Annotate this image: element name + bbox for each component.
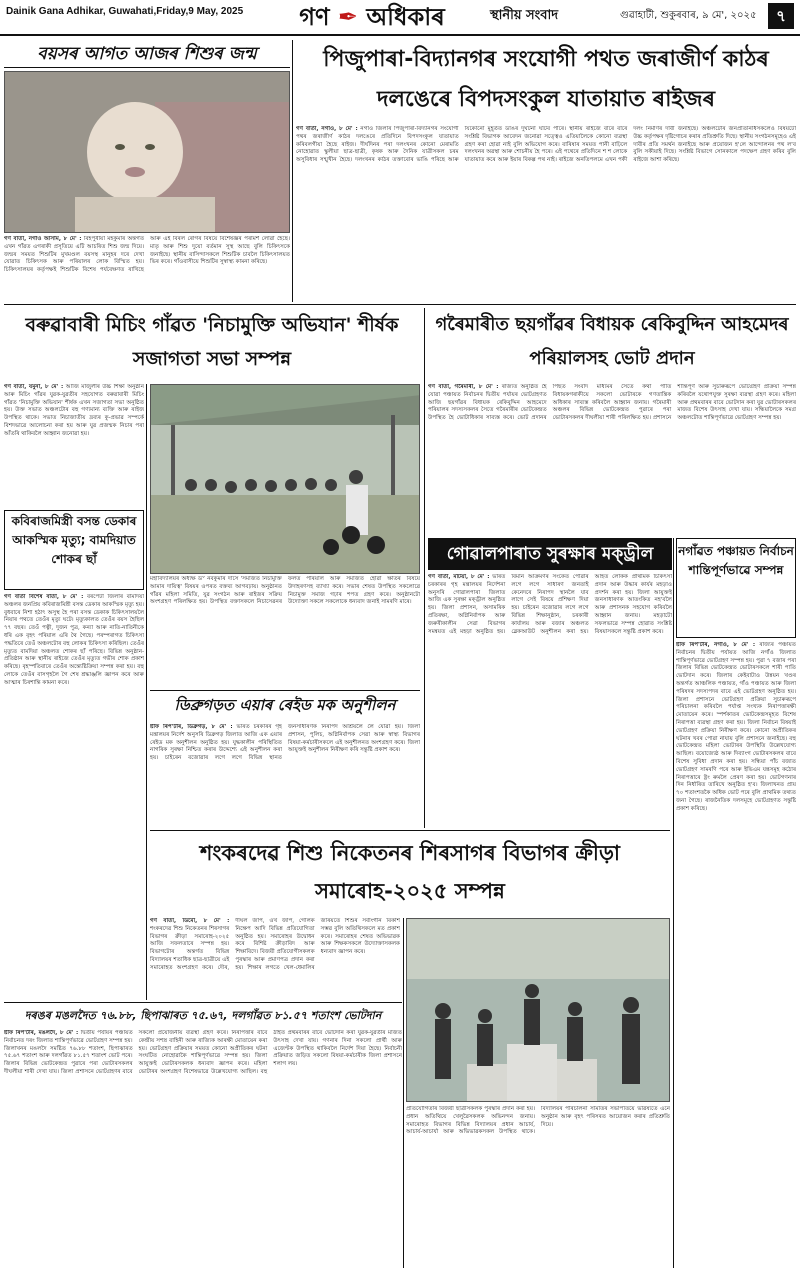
pen-nib-logo-icon: ✒ — [337, 3, 358, 31]
story-nagaon-body: ষ্টাফ ৰিপ'ৰ্টাৰ, নগাঁও, ৮ মে' : ৰাজ্যৰ পঞ্চায়ত নিৰ্বাচনৰ দ্বিতীয় পৰ্যায়ত আজি নগাঁও জিলাত শান্তিপূৰ্ণভাৱে ভোটগ্ৰহণ সম্পন্ন হয়। পুৱা ৭ বজাৰ পৰা জিলাৰ বিভিন্ন ভোটকেন্দ্ৰত ভোটাৰসকলে শাৰী পাতি ভোটদান কৰে। জিলাৰ কেইবাটাও উন্নয়ন খণ্ডৰ অন্তৰ্গত আঞ্চলিক পঞ্চায়ত, গাঁও পঞ্চায়ত আৰু জিলা পৰিষদৰ সদস্যপদৰ বাবে এই ভোটগ্ৰহণ অনুষ্ঠিত হয়। জিলা প্ৰশাসনে ভোটগ্ৰহণ প্ৰক্ৰিয়া সুচাৰুৰূপে পৰিচালনা কৰিবলৈ পৰ্যাপ্ত সংখ্যক নিৰাপত্তাৰক্ষী মোতায়েন কৰে। স্পৰ্শকাতৰ ভোটকেন্দ্ৰসমূহত বিশেষ নিৰাপত্তা ব্যৱস্থা গ্ৰহণ কৰা হয়। জিলা নিৰ্বাচন বিষয়াই ভোটগ্ৰহণ প্ৰক্ৰিয়া নিৰীক্ষণ কৰে। কোনো অপ্ৰীতিকৰ ঘটনাৰ খবৰ পোৱা নাযায় বুলি প্ৰশাসনে জনাইছে। বহু ভোটকেন্দ্ৰত মহিলা ভোটাৰৰ উপস্থিতি উল্লেখযোগ্য আছিল। বয়োজ্যেষ্ঠ আৰু দিব্যাংগ ভোটাৰসকলৰ বাবে বিশেষ সুবিধা প্ৰদান কৰা হয়। সন্ধিয়া পাঁচ বজাত ভোটগ্ৰহণ সামৰণি পৰে আৰু ইভিএম যন্ত্ৰসমূহ কঠোৰ নিৰাপত্তাৰে ষ্ট্ৰং ৰুমলৈ প্ৰেৰণ কৰা হয়। ভোটগণনাৰ দিন নিৰ্ধাৰিত তাৰিখে অনুষ্ঠিত হ'ব। জিলাখনত প্ৰায় ৭০ শতাংশতকৈ অধিক ভোট পৰে বুলি প্ৰাথমিক তথ্যত জনা গৈছে। ৰাজনৈতিক দলসমূহে ভোটগ্ৰহণত সন্তুষ্টি প্ৰকাশ কৰিছে। — [676, 642, 796, 812]
story-vote-headline: গৰৈমাৰীত ছয়গাঁৱৰ বিধায়ক ৰেকিবুদ্দিন আহমেদৰ পৰিয়ালসহ ভোট প্ৰদান — [435, 314, 789, 369]
story-sports-photo — [406, 918, 670, 1102]
story-dibrugarh-headline: ডিব্ৰুগড়ত এয়াৰ ৰেইড মক অনুশীলন — [174, 696, 396, 714]
story-nagaon-headline-box — [676, 538, 796, 638]
story-road-body: গণ বাৰ্তা, নগাঁও, ৮ মে' : নগাঁও জিলাৰ পিজুপাৰা-বিদ্যানগৰ সংযোগী পথৰ জৰাজীৰ্ণ কাঠৰ দলঙেৰে প্ৰতিদিনে বিপদসংকুল যাতায়াত কৰিবলগীয়া হৈছে ৰাইজ। দীৰ্ঘদিনৰ পৰা দলংখনৰ কোনো মেৰামতি নোহোৱাত স্কুলীয়া ছাত্ৰ-ছাত্ৰী, কৃষক আৰু দৈনিক যাত্ৰীসকল চৰম অসুবিধাৰ সন্মুখীন হৈছে। দলংখনৰ কাঠৰ তক্তাবোৰ ভাঙি পৰিছে আৰু যিকোনো মুহূৰ্তত ডাঙৰ দুৰ্ঘটনা ঘটিব পাৰে। স্থানীয় ৰাইজে বাৰে বাৰে সংশ্লিষ্ট বিভাগক আবেদন জনোৱা সত্ত্বেও এতিয়ালৈকে কোনো ব্যৱস্থা গ্ৰহণ কৰা হোৱা নাই বুলি অভিযোগ কৰে। বাৰিষাৰ সময়ত পানী বাঢ়িলে দলংখনৰ অৱস্থা আৰু শোচনীয় হৈ পৰে। এই পথেৰে প্ৰতিদিনে শ শ লোকে যাতায়াত কৰে আৰু ইয়াৰ বিকল্প পথ নাই। ৰাইজে অনতিপলমে এখন পকী দলং নিৰ্মাণৰ দাবী জনাইছে। অঞ্চলটোৰ জনপ্ৰতিনিধিসকলেও বিষয়টো উচ্চ কৰ্তৃপক্ষৰ দৃষ্টিগোচৰ কৰাৰ প্ৰতিশ্ৰুতি দিছে। স্থানীয় সংগঠনসমূহেও এই দাবীৰ প্ৰতি সমৰ্থন জনাইছে আৰু প্ৰয়োজন হ'লে আন্দোলনৰ পথ ল'ব বুলি সকীয়াই দিছে। সংশ্লিষ্ট বিভাগে সোনকালে পদক্ষেপ গ্ৰহণ কৰিব বুলি ৰাইজে আশা কৰিছে। — [296, 126, 796, 164]
story-nicha-body: গণ বাৰ্তা, যমুনা, ৮ মে' : আজি মাজুলীৰ উচ্চ শিক্ষা অনুষ্ঠান আৰু মিচিং গাঁৱৰ যুৱক-যুৱতীৰ সহযোগত বৰুৱাবাৰী মিচিং গাঁৱত 'নিচামুক্তি অভিযান' শীৰ্ষক এখন সজাগতা সভা অনুষ্ঠিত হয়। উক্ত সভাত অঞ্চলটোৰ বহু গণ্যমান্য ব্যক্তি আৰু ৰাইজ উপস্থিত থাকে। সভাত নিচাজাতীয় দ্ৰব্যৰ কু-প্ৰভাৱ সম্পৰ্কে বিশদভাৱে আলোচনা কৰা হয় আৰু যুৱ প্ৰজন্মক নিচাৰ পৰা আঁতৰি থাকিবলৈ আহ্বান জনোৱা হয়। — [4, 384, 144, 437]
story-baby-headline: বয়সৰ আগত আজৰ শিশুৰ জন্ম — [37, 44, 257, 64]
story-road-headline: পিজুপাৰা-বিদ্যানগৰ সংযোগী পথত জৰাজীৰ্ণ কাঠৰ দলঙেৰে বিপদসংকুল যাতায়াত ৰাইজৰ — [323, 47, 769, 112]
masthead-left: Dainik Gana Adhikar, Guwahati,Friday,9 May, 2025 — [6, 6, 244, 17]
baby-photo-illustration — [5, 72, 290, 233]
newspaper-title: গণ ✒ অধিকাৰ — [299, 3, 445, 31]
section-rule — [4, 1002, 402, 1003]
story-vote-body: গণ বাৰ্তা, গৰৈমাৰী, ৮ মে' : ৰাজ্যত অনুষ্ঠিত হৈ যোৱা পঞ্চায়ত নিৰ্বাচনৰ দ্বিতীয় পৰ্যায়ৰ ভোটগ্ৰহণত আজি ছয়গাঁৱৰ বিধায়ক ৰেকিবুদ্দিন আহমেদে পৰিয়ালৰ সদস্যসকলৰ সৈতে গৰৈমাৰীৰ ভোটকেন্দ্ৰত উপস্থিত হৈ ভোটাধিকাৰ সাব্যস্ত কৰে। ভোট প্ৰদানৰ পিছত সংবাদ মাধ্যমৰ সৈতে কথা পাতি বিধায়কগৰাকীয়ে সকলো ভোটাৰকে গণতান্ত্ৰিক অধিকাৰ সাব্যস্ত কৰিবলৈ আহ্বান জনায়। গৰৈমাৰী অঞ্চলৰ বিভিন্ন ভোটকেন্দ্ৰত পুৱাৰে পৰা ভোটাৰসকলৰ দীঘলীয়া শাৰী পৰিলক্ষিত হয়। প্ৰশাসনে শান্তিপূৰ্ণ আৰু সুচাৰুৰূপে ভোটগ্ৰহণ প্ৰক্ৰিয়া সম্পন্ন কৰিবলৈ যথোপযুক্ত সুৰক্ষা ব্যৱস্থা গ্ৰহণ কৰে। মহিলা আৰু প্ৰথমবাৰৰ বাবে ভোটদান কৰা যুৱ ভোটাৰসকলৰ মাজত বিশেষ উৎসাহ দেখা যায়। সন্ধিয়ালৈকে সমগ্ৰ অঞ্চলটোত শান্তিপূৰ্ণভাৱে ভোটগ্ৰহণ সম্পন্ন হয়। — [428, 384, 796, 422]
column-rule — [146, 384, 147, 1000]
column-rule — [424, 308, 425, 828]
story-dibrugarh-headline-box — [150, 690, 420, 720]
column-rule — [292, 40, 293, 302]
meeting-photo-illustration — [151, 385, 420, 574]
story-kavi-headline-box — [4, 510, 144, 590]
story-nicha-photo — [150, 384, 420, 574]
masthead-date: গুৱাহাটী, শুকুৰবাৰ, ৯ মে', ২০২৫ — [620, 10, 757, 21]
story-nicha-caption: মহাবিদ্যালয়ৰ অধ্যক্ষ ড° নবকুমাৰ দাসে 'সমাজত নিচামুক্তি আমাৰ দায়িত্ব' বিষয়ৰ ওপৰত বক্তব্য আগবঢ়ায়। অনুষ্ঠানত গাঁৱৰ মহিলা সমিতি, যুৱ সংগঠন আৰু ৰাইজৰ সক্ৰিয় অংশগ্ৰহণ পৰিলক্ষিত হয়। উপস্থিত বক্তাসকলে নিচাসেৱনৰ ফলত পৰিয়াল আৰু সমাজত হোৱা ক্ষতিৰ বিষয়ে উদাহৰণসহ ব্যাখ্যা কৰে। সভাৰ শেষত উপস্থিত সকলোৱে নিচামুক্ত সমাজ গঢ়াৰ শপত গ্ৰহণ কৰে। অনুষ্ঠানটো উদ্যোক্তা সকলে সকলোকে ধন্যবাদ জনাই সামৰণি মাৰে। — [150, 576, 420, 606]
page-number: ৭ — [768, 3, 794, 29]
story-road-headline-box — [296, 40, 796, 122]
story-mockdrill-headline-box — [428, 538, 672, 570]
story-dibrugarh-body: ষ্টাফ ৰিপ'ৰ্টাৰ, ডিব্ৰুগড়, ৮ মে' : ভাৰত চৰকাৰৰ গৃহ মন্ত্ৰালয়ৰ নিৰ্দেশ অনুসৰি ডিব্ৰুগড় জিলাত আজি এক এয়াৰ ৰেইড মক অনুশীলন অনুষ্ঠিত হয়। যুদ্ধকালীন পৰিস্থিতিত নাগৰিক সুৰক্ষা নিশ্চিত কৰাৰ উদ্দেশ্যে এই অনুশীলন কৰা হয়। চাইৰেন বজোৱাৰ লগে লগে বিভিন্ন স্থানত জনসাধাৰণক নিৰাপদ আশ্ৰয়লৈ লৈ যোৱা হয়। জিলা প্ৰশাসন, পুলিচ, অগ্নিনিৰ্বাপক সেৱা আৰু স্বাস্থ্য বিভাগৰ বিষয়া-কৰ্মচাৰীসকলে এই অনুশীলনত অংশগ্ৰহণ কৰে। জিলা আয়ুক্তই অনুশীলন নিৰীক্ষণ কৰি সন্তুষ্টি প্ৰকাশ কৰে। — [150, 724, 420, 762]
section-rule — [150, 830, 670, 831]
column-rule — [673, 538, 674, 1268]
story-turnout-headline-box — [4, 1006, 402, 1026]
story-turnout-headline: দৰঙৰ মঙলদৈত ৭৬.৮৮, ছিপাঝাৰত ৭৫.৬৭, দলগাঁৱত ৮১.৫৭ শতাংশ ভোটদান — [24, 1009, 382, 1022]
section-label: স্থানীয় সংবাদ — [490, 8, 559, 23]
story-kavi-body: গণ বাৰ্তা বিশেষ বাৰ্তা, ৮ মে' : বৰপেটা জিলাৰ বামদিয়া অঞ্চলৰ জনপ্ৰিয় কবিৰাজমিস্ত্ৰী বসন্ত ডেকাৰ আকস্মিক মৃত্যু হয়। বুধবাৰে নিশা হঠাৎ অসুস্থ হৈ পৰা বসন্ত ডেকাক চিকিৎসালয়লৈ নিয়াৰ পথতে তেওঁৰ মৃত্যু ঘটে। মৃত্যুকালত তেওঁৰ বয়স হৈছিল ৭৭ বছৰ। তেওঁ পত্নী, দুজন পুত্ৰ, কন্যা আৰু নাতি-নাতিনীকে ধৰি এক বৃহৎ পৰিয়াল এৰি থৈ গৈছে। পৰম্পৰাগত চিকিৎসা পদ্ধতিৰে তেওঁ অঞ্চলটোৰ বহু লোকৰ চিকিৎসা কৰিছিল। তেওঁৰ মৃত্যুত বামদিয়া অঞ্চলত শোকৰ ছাঁ পৰিছে। বিভিন্ন অনুষ্ঠান-প্ৰতিষ্ঠান আৰু স্থানীয় ৰাইজে তেওঁৰ মৃত্যুত গভীৰ শোক প্ৰকাশ কৰিছে। বৃহস্পতিবাৰে তেওঁৰ অন্ত্যেষ্টিক্ৰিয়া সম্পন্ন কৰা হয়। বহু লোকে তেওঁৰ বাসগৃহলৈ গৈ শেষ শ্ৰদ্ধাঞ্জলি জ্ঞাপন কৰে আৰু আত্মাৰ চিৰশান্তি কামনা কৰে। — [4, 594, 144, 686]
story-baby-headline-box — [4, 40, 290, 68]
story-turnout-body: ষ্টাফ ৰিপ'ৰ্টাৰ, মঙলদৈ, ৮ মে' : দ্বিতীয় পৰ্যায়ৰ পঞ্চায়ত নিৰ্বাচনত দৰং জিলাত শান্তিপূৰ্ণভাৱে ভোটগ্ৰহণ সম্পন্ন হয়। জিলাখনৰ মঙলদৈ সমষ্টিত ৭৬.৮৮ শতাংশ, ছিপাঝাৰত ৭৫.৬৭ শতাংশ আৰু দলগাঁৱত ৮১.৫৭ শতাংশ ভোট পৰে। জিলাৰ বিভিন্ন ভোটকেন্দ্ৰত পুৱাৰে পৰা ভোটাৰসকলৰ দীঘলীয়া শাৰী দেখা যায়। জিলা প্ৰশাসনে ভোটগ্ৰহণৰ বাবে সকলো প্ৰয়োজনীয় ব্যৱস্থা গ্ৰহণ কৰে। নিৰাপত্তাৰ বাবে কেন্দ্ৰীয় সশস্ত্ৰ বাহিনী আৰু ৰাজ্যিক আৰক্ষী মোতায়েন কৰা হয়। ভোটগ্ৰহণ প্ৰক্ৰিয়াৰ সময়ত কোনো অপ্ৰীতিকৰ ঘটনা সংঘটিত নোহোৱাকৈ শান্তিপূৰ্ণভাৱে সম্পন্ন হয়। জিলা আয়ুক্তই ভোটাৰসকলক ধন্যবাদ জ্ঞাপন কৰে। মহিলা ভোটাৰৰ অংশগ্ৰহণ বিশেষভাৱে উল্লেখযোগ্য আছিল। বহু ঠাইত প্ৰথমবাৰৰ বাবে ভোটদান কৰা যুৱক-যুৱতীৰ মাজত উৎসাহ দেখা যায়। গণনাৰ দিনা সকলো প্ৰাৰ্থী আৰু এজেণ্টক উপস্থিত থাকিবলৈ নিৰ্দেশ দিয়া হৈছে। নিৰ্বাচনী প্ৰক্ৰিয়াত জড়িত সকলো বিষয়া-কৰ্মচাৰীক জিলা প্ৰশাসনে শলাগ লয়। — [4, 1030, 402, 1075]
masthead — [0, 0, 800, 36]
story-baby-photo — [4, 71, 290, 233]
story-mockdrill-headline: গোৱালপাৰাত সুৰক্ষাৰ মক্‌ড্ৰীল — [446, 544, 654, 564]
story-kavi-headline: কবিৰাজমিস্ত্ৰী বসন্ত ডেকাৰ আকস্মিক মৃত্যু; বামদিয়াত শোকৰ ছাঁ — [11, 514, 137, 566]
story-nicha-headline: বৰুৱাবাৰী মিচিং গাঁৱত 'নিচামুক্তি অভিযান' শীৰ্ষক সজাগতা সভা সম্পন্ন — [25, 314, 399, 370]
story-nicha-headline-box — [4, 308, 420, 380]
story-sports-headline: শংকৰদেৱ শিশু নিকেতনৰ শিৰসাগৰ বিভাগৰ ক্ৰীড়া সমাৰোহ-২০২৫ সম্পন্ন — [199, 841, 621, 903]
column-rule — [403, 918, 404, 1268]
podium-photo-illustration — [407, 919, 670, 1102]
story-nagaon-headline: নগাঁৱত পঞ্চায়ত নিৰ্বাচন শান্তিপূৰ্ণভাৱে সম্পন্ন — [678, 544, 794, 577]
story-sports-caption: প্ৰতিযোগিতাৰ বিজয়ী ছাত্ৰীসকলক পুৰস্কাৰ প্ৰদান কৰা হয়। প্ৰধান অতিথিয়ে খেলুৱৈসকলক অভিনন্দন জনায়। সমাৰোহত বিভাগৰ বিভিন্ন বিদ্যালয়ৰ প্ৰধান আচাৰ্য, আচাৰ্য-আচাৰ্যা আৰু অভিভাৱকসকল উপস্থিত থাকে। বিদ্যালয়ৰ পৰিচালনা সমিতিৰ সভাপতিয়ে ভৱিষ্যতে এনে অনুষ্ঠান আৰু বৃহৎ পৰিসৰত আয়োজন কৰাৰ প্ৰতিশ্ৰুতি দিয়ে। — [406, 1106, 670, 1136]
story-sports-body: গণ বাৰ্তা, ডিমৌ, ৮ মে' : শংকৰদেৱ শিশু নিকেতনৰ শিৰসাগৰ বিভাগৰ ক্ৰীড়া সমাৰোহ-২০২৫ আজি সফলতাৰে সম্পন্ন হয়। বিভাগটোৰ অন্তৰ্গত বিভিন্ন বিদ্যালয়ৰ শতাধিক ছাত্ৰ-ছাত্ৰীয়ে এই সমাৰোহত অংশগ্ৰহণ কৰে। দৌৰ, দীঘল জাঁপ, ওখ জাঁপ, গোলক নিক্ষেপ আদি বিভিন্ন প্ৰতিযোগিতা অনুষ্ঠিত হয়। সমাৰোহৰ উদ্বোধন কৰে বিশিষ্ট ক্ৰীড়াবিদ আৰু শিক্ষাবিদে। বিজয়ী প্ৰতিযোগীসকলক পুৰস্কাৰ আৰু প্ৰমাণপত্ৰ প্ৰদান কৰা হয়। শিক্ষাৰ লগতে খেল-ধেমালিৰ জৰিয়তে শিশুৰ সৰ্বাংগীন বিকাশ সম্ভৱ বুলি অতিথিসকলে মত প্ৰকাশ কৰে। সমাৰোহৰ শেষত অভিভাৱক আৰু শিক্ষকসকলে উদ্যোক্তাসকলক ধন্যবাদ জ্ঞাপন কৰে। — [150, 918, 400, 971]
section-rule — [4, 304, 796, 305]
story-baby-body: গণ বাৰ্তা, নগাঁও আসাম, ৮ মে' : বিহপুৰীয়া মহকুমাৰ অন্তৰ্গত এখন গাঁৱত এগৰাকী প্ৰসূতিয়ে এটি আচৰিত শিশু জন্ম দিয়ে। জন্মৰ সময়ত শিশুটিৰ মুখমণ্ডল বয়সস্থ মানুহৰ দৰে দেখা যোৱাত চিকিৎসক আৰু পৰিয়ালৰ লোক বিস্মিত হয়। চিকিৎসালয়ৰ কৰ্তৃপক্ষই শিশুটিক বিশেষ পৰ্যবেক্ষণত ৰাখিছে আৰু এই বিৰল ৰোগৰ বিষয়ে বিশেষজ্ঞৰ পৰামৰ্শ লোৱা হৈছে। মাতৃ আৰু শিশু দুয়ো বৰ্তমান সুস্থ আছে বুলি চিকিৎসকে জনাইছে। স্থানীয় বাসিন্দাসকলে শিশুটিক চাবলৈ চিকিৎসালয়ত ভিৰ কৰে। গাঁওবাসীয়ে শিশুটিৰ সুস্বাস্থ্য কামনা কৰিছে। — [4, 236, 290, 274]
story-vote-headline-box — [428, 308, 796, 380]
story-sports-headline-box — [150, 834, 670, 914]
story-mockdrill-body: গণ বাৰ্তা, মটিয়া, ৮ মে' : ভাৰত চৰকাৰৰ গৃহ মন্ত্ৰালয়ৰ নিৰ্দেশনা অনুসৰি গোৱালপাৰা জিলাত আজি এক সুৰক্ষা মক্‌ড্ৰীল অনুষ্ঠিত হয়। জিলা প্ৰশাসন, অসামৰিক প্ৰতিৰক্ষা, অগ্নিনিৰ্বাপক আৰু জৰুৰীকালীন সেৱা বিভাগৰ সমন্বয়ত এই মহড়া অনুষ্ঠিত হয়। বিমান আক্ৰমণৰ সংকেত পোৱাৰ লগে লগে সাধাৰণ জনতাই কেনেদৰে নিৰাপদ স্থানলৈ যাব লাগে সেই বিষয়ে প্ৰশিক্ষণ দিয়া হয়। চাইৰেন বজোৱাৰ লগে লগে বিভিন্ন শিক্ষানুষ্ঠান, চৰকাৰী কাৰ্যালয় আৰু বজাৰ অঞ্চলত ব্লেকআউট অনুশীলন কৰা হয়। আহত লোকক প্ৰাথমিক চিকিৎসা প্ৰদান আৰু উদ্ধাৰ কাৰ্যৰ মহড়াও প্ৰদৰ্শন কৰা হয়। জিলা আয়ুক্তই জনসাধাৰণক আতংকিত নহ'বলৈ আৰু প্ৰশাসনক সহযোগ কৰিবলৈ আহ্বান জনায়। মহড়াটো সফলভাৱে সম্পন্ন হোৱাত সংশ্লিষ্ট বিষয়াসকলে সন্তুষ্টি প্ৰকাশ কৰে। — [428, 574, 672, 635]
